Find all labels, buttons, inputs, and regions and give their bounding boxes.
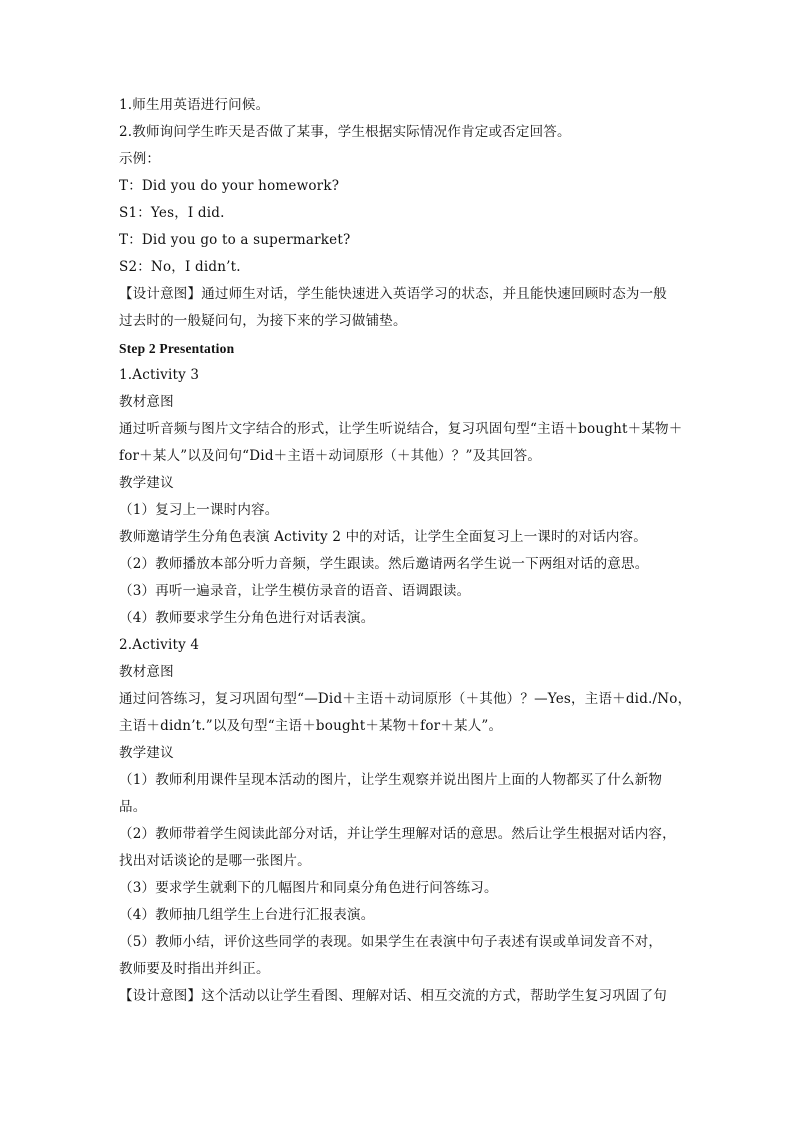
text-line: 教学建议 (119, 475, 174, 491)
text-line: 【设计意图】通过师生对话，学生能快速进入英语学习的状态，并且能快速回顾时态为一般 (119, 286, 667, 302)
text-line: 品。 (119, 799, 147, 815)
text-line: 1.师生用英语进行问候。 (119, 97, 270, 113)
document-body (119, 92, 692, 1010)
text-line: 2.Activity 4 (119, 637, 200, 653)
text-line: 【设计意图】这个活动以让学生看图、理解对话、相互交流的方式，帮助学生复习巩固了句 (119, 988, 667, 1004)
section-heading: Step 2 Presentation (119, 341, 235, 356)
text-line: for＋某人”以及问句“Did＋主语＋动词原形（＋其他）？”及其回答。 (119, 448, 542, 464)
text-line: 教师要及时指出并纠正。 (119, 961, 270, 977)
text-line: （3）要求学生就剩下的几幅图片和同桌分角色进行问答练习。 (119, 880, 498, 896)
text-line: 通过听音频与图片文字结合的形式，让学生听说结合，复习巩固句型“主语＋bought＋某物＋ (119, 421, 683, 437)
text-line: （2）教师带着学生阅读此部分对话，并让学生理解对话的意思。然后让学生根据对话内容， (119, 826, 676, 842)
text-line: 示例： (119, 151, 161, 167)
text-line: 2.教师询问学生昨天是否做了某事，学生根据实际情况作肯定或否定回答。 (119, 124, 571, 140)
text-line: S2：No，I didn’t. (119, 259, 241, 275)
text-line: （1）复习上一课时内容。 (119, 502, 279, 518)
text-line: 教学建议 (119, 745, 174, 761)
text-line: 教师邀请学生分角色表演 Activity 2 中的对话，让学生全面复习上一课时的对话内容。 (119, 529, 648, 545)
text-line: T：Did you go to a supermarket? (119, 232, 351, 248)
text-line: 教材意图 (119, 664, 174, 680)
text-line: 通过问答练习，复习巩固句型“—Did＋主语＋动词原形（＋其他）？—Yes，主语＋did./No， (119, 691, 692, 707)
text-line: （5）教师小结，评价这些同学的表现。如果学生在表演中句子表述有误或单词发音不对， (119, 934, 663, 950)
text-line: （4）教师抽几组学生上台进行汇报表演。 (119, 907, 375, 923)
text-line: 教材意图 (119, 394, 174, 410)
text-line: S1：Yes，I did. (119, 205, 225, 221)
text-line: （3）再听一遍录音，让学生模仿录音的语音、语调跟读。 (119, 583, 471, 599)
text-line: 1.Activity 3 (119, 367, 200, 383)
text-line: （1）教师利用课件呈现本活动的图片，让学生观察并说出图片上面的人物都买了什么新物 (119, 772, 663, 788)
text-line: （2）教师播放本部分听力音频，学生跟读。然后邀请两名学生说一下两组对话的意思。 (119, 556, 649, 572)
text-line: 过去时的一般疑问句，为接下来的学习做铺垫。 (119, 313, 407, 329)
text-line: （4）教师要求学生分角色进行对话表演。 (119, 610, 375, 626)
text-line: T：Did you do your homework? (119, 178, 340, 194)
text-line: 找出对话谈论的是哪一张图片。 (119, 853, 311, 869)
text-line: 主语＋didn’t.”以及句型“主语＋bought＋某物＋for＋某人”。 (119, 718, 503, 734)
